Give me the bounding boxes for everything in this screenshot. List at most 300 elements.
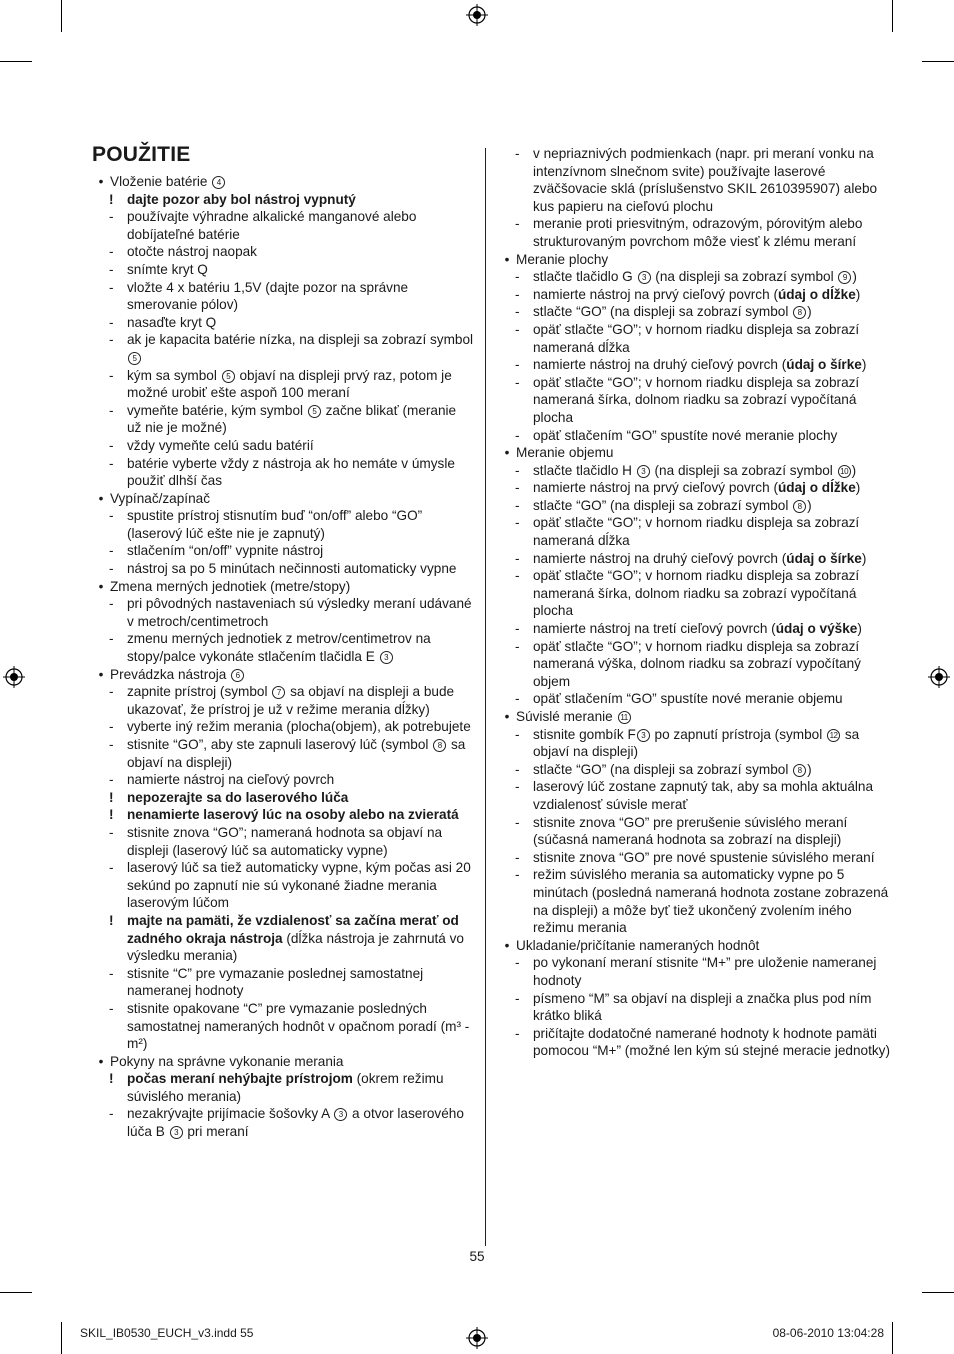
page-title: POUŽITIE (92, 143, 191, 166)
warning-item (92, 806, 474, 824)
list-item (92, 560, 474, 578)
list-item (498, 567, 890, 620)
list-item (92, 367, 474, 402)
list-item (498, 550, 890, 568)
text-run: Prevádzka nástroja (110, 666, 231, 682)
text-run: zapnite prístroj (symbol (127, 684, 272, 700)
list-item (92, 1000, 474, 1053)
reference-number-badge: 11 (618, 711, 631, 724)
bullet-marker: • (98, 174, 104, 189)
reference-number-badge: 3 (637, 729, 650, 742)
dash-marker: - (515, 814, 520, 830)
reference-number-badge: 8 (793, 764, 806, 777)
section-heading-item (92, 1053, 474, 1071)
right-column (498, 145, 890, 1060)
list-item (498, 497, 890, 515)
bullet-marker: • (98, 1053, 104, 1069)
bold-text: počas meraní nehýbajte prístrojom (127, 1071, 353, 1087)
item-text (127, 771, 474, 789)
warning-marker: ! (109, 191, 114, 207)
text-run: (okrem režimu súvislého merania) (127, 1071, 444, 1104)
list-item (498, 286, 890, 304)
list-item (92, 595, 474, 630)
list-item (498, 356, 890, 374)
dash-marker: - (109, 596, 114, 612)
crop-mark (0, 1292, 32, 1293)
text-run: ) (857, 621, 862, 637)
crop-mark (922, 61, 954, 62)
dash-marker: - (515, 216, 520, 232)
text-run: stisnite opakovane “C” pre vymazanie posledných samostatnej nameraných hodnôt v opačnom poradí (m³ - m²) (127, 1000, 470, 1052)
dash-marker: - (515, 480, 520, 496)
dash-marker: - (515, 761, 520, 777)
dash-marker: - (109, 631, 114, 647)
item-text (533, 303, 890, 321)
dash-marker: - (109, 824, 114, 840)
text-run: používajte výhradne alkalické manganové alebo dobíjateľné batérie (127, 209, 417, 242)
list-item (92, 279, 474, 314)
list-item (498, 866, 890, 936)
bullet-marker: • (504, 937, 510, 953)
dash-marker: - (109, 367, 114, 383)
item-text (533, 215, 890, 250)
text-run: vždy vymeňte celú sadu batérií (127, 437, 314, 453)
warning-item (92, 1070, 474, 1105)
crop-mark (922, 1292, 954, 1293)
text-run: pri meraní (183, 1124, 249, 1140)
bold-text: nepozerajte sa do laserového lúča (127, 789, 349, 805)
list-item (498, 215, 890, 250)
bold-text: majte na pamäti, že vzdialenosť sa začína merať od zadného okraja nástroja (127, 912, 459, 946)
list-item (498, 620, 890, 638)
dash-marker: - (515, 867, 520, 883)
item-text (516, 444, 890, 462)
text-run: a otvor laserového lúča B (127, 1106, 464, 1140)
reference-number-badge: 5 (128, 352, 141, 365)
item-text (533, 849, 890, 867)
text-run: ) (861, 357, 867, 373)
bold-text: nenamierte laserový lúc na osoby alebo na zvieratá (127, 807, 459, 823)
bullet-marker: • (504, 709, 510, 724)
text-run: nástroj sa po 5 minútach nečinnosti automaticky vypne (127, 561, 457, 577)
text-run: ak je kapacita batérie nízka, na displeji sa zobrazí symbol (127, 332, 474, 348)
text-run: sa objaví na displeji a bude ukazovať, že prístroj je už v režime merania dĺžky) (127, 684, 455, 717)
registration-mark-icon (3, 666, 25, 688)
crop-mark (61, 0, 62, 32)
item-text (533, 620, 890, 638)
dash-marker: - (515, 990, 520, 1006)
item-text (533, 145, 890, 215)
reference-number-badge: 3 (334, 1108, 347, 1121)
text-run: opäť stlačením “GO” spustíte nové meranie objemu (533, 691, 843, 707)
item-text (127, 630, 474, 665)
dash-marker: - (109, 209, 114, 225)
text-run: vložte 4 x batériu 1,5V (dajte pozor na správne smerovanie pólov) (127, 279, 409, 313)
dash-marker: - (109, 332, 114, 348)
text-run: (dĺžka nástroja je zahrnutá vo výsledku merania) (127, 930, 464, 964)
crop-mark (0, 61, 32, 62)
text-run: namierte nástroj na prvý cieľový povrch ( (533, 286, 778, 302)
dash-marker: - (515, 462, 520, 478)
text-run: ) (807, 497, 812, 513)
item-text (127, 683, 474, 718)
bold-text: údaj o šírke (786, 550, 862, 566)
dash-marker: - (109, 244, 114, 260)
crop-mark (61, 1322, 62, 1354)
item-text (516, 937, 890, 955)
warning-marker: ! (109, 912, 114, 928)
dash-marker: - (515, 779, 520, 795)
list-item (92, 771, 474, 789)
text-run: stisnite gombík F (533, 726, 636, 742)
section-heading-item (92, 490, 474, 508)
section-heading-item (498, 444, 890, 462)
reference-number-badge: 3 (170, 1126, 183, 1139)
dash-marker: - (515, 691, 520, 707)
text-run: Pokyny na správne vykonanie merania (110, 1053, 344, 1069)
text-run: namierte nástroj na prvý cieľový povrch ( (533, 480, 778, 496)
bold-text: dajte pozor aby bol nástroj vypnutý (127, 191, 356, 207)
list-item (498, 462, 890, 480)
item-text (127, 314, 474, 332)
list-item (498, 690, 890, 708)
list-item (92, 331, 474, 366)
item-text (127, 279, 474, 314)
item-text (533, 726, 890, 761)
text-run: laserový lúč sa tiež automaticky vypne, kým počas asi 20 sekúnd po zapnutí nie sú vykonané žiadne merania laserovým lúčom (127, 860, 471, 911)
bold-text: údaj o dĺžke (777, 480, 856, 496)
dash-marker: - (109, 561, 114, 577)
text-run: opäť stlačte “GO”; v hornom riadku displeja sa zobrazí nameraná šírka, dolnom riadku sa zobrazí vypočítaná plocha (533, 568, 860, 619)
text-run: Zmena merných jednotiek (metre/stopy) (110, 578, 351, 594)
text-run: Vypínač/zapínač (110, 490, 211, 506)
dash-marker: - (109, 719, 114, 735)
text-run: opäť stlačte “GO”; v hornom riadku displeja sa zobrazí nameraná dĺžka (533, 515, 860, 549)
text-run: (na displeji sa zobrazí symbol (650, 462, 837, 478)
dash-marker: - (515, 497, 520, 513)
reference-number-badge: 12 (827, 729, 840, 742)
dash-marker: - (515, 1025, 520, 1041)
text-run: pričítajte dodatočné namerané hodnoty k hodnote pamäti pomocou “M+” (možné len kým sú stejné meracie jednotky) (533, 1025, 890, 1059)
dash-marker: - (109, 737, 114, 752)
item-text (533, 1025, 890, 1060)
list-item (92, 965, 474, 1000)
item-text (533, 567, 890, 620)
dash-marker: - (515, 726, 520, 742)
footer-file-info: SKIL_IB0530_EUCH_v3.indd 55 (80, 1326, 254, 1340)
item-text (127, 560, 474, 578)
item-text (127, 243, 474, 261)
dash-marker: - (109, 543, 114, 559)
item-text (127, 1105, 474, 1140)
text-run: sa objaví na displeji) (127, 737, 466, 770)
item-text (127, 1000, 474, 1053)
item-text (127, 367, 474, 402)
dash-marker: - (515, 550, 520, 566)
reference-number-badge: 5 (222, 370, 235, 383)
text-run: namierte nástroj na druhý cieľový povrch ( (533, 357, 787, 373)
text-run: ) (851, 462, 857, 478)
registration-mark-icon (466, 1327, 488, 1349)
section-heading-item (498, 251, 890, 269)
dash-marker: - (515, 304, 520, 320)
text-run: zmenu merných jednotiek z metrov/centimetrov na stopy/palce vykonáte stlačením tlačidla E (127, 631, 431, 665)
item-text (127, 402, 474, 437)
item-text (127, 859, 474, 912)
left-column (92, 173, 474, 1141)
item-text (127, 507, 474, 542)
text-run: ) (855, 286, 861, 302)
text-run: spustite prístroj stisnutím buď “on/off” alebo “GO” (laserový lúč ešte nie je zapnutý) (127, 508, 423, 541)
dash-marker: - (515, 638, 520, 654)
item-text (516, 708, 890, 726)
dash-marker: - (109, 508, 114, 524)
item-text (127, 542, 474, 560)
text-run: Súvislé meranie (516, 709, 617, 724)
text-run: po zapnutí prístroja (symbol (650, 726, 827, 742)
list-item (498, 303, 890, 321)
reference-number-badge: 8 (433, 739, 446, 752)
dash-marker: - (515, 621, 520, 637)
reference-number-badge: 10 (838, 465, 851, 478)
bullet-marker: • (98, 666, 104, 682)
list-item (498, 990, 890, 1025)
text-run: stisnite znova “GO” pre prerušenie súvislého meraní (súčasná nameraná hodnota sa zobrazí na displeji) (533, 814, 848, 848)
list-item (498, 479, 890, 497)
text-run: opäť stlačte “GO”; v hornom riadku displeja sa zobrazí nameraná šírka, dolnom riadku sa zobrazí vypočítaná plocha (533, 374, 860, 425)
reference-number-badge: 5 (308, 405, 321, 418)
item-text (533, 462, 890, 480)
list-item (498, 374, 890, 427)
list-item (92, 683, 474, 718)
item-text (533, 479, 890, 497)
item-text (533, 690, 890, 708)
list-item (92, 261, 474, 279)
list-item (498, 145, 890, 215)
column-divider (485, 148, 486, 1246)
text-run: stisnite znova “GO”; nameraná hodnota sa objaví na displeji (laserový lúč sa automaticky vypne) (127, 824, 443, 858)
text-run: vyberte iný režim merania (plocha(objem), ak potrebujete (127, 719, 471, 735)
item-text (533, 814, 890, 849)
warning-item (92, 789, 474, 807)
reference-number-badge: 3 (637, 465, 650, 478)
page-number: 55 (469, 1249, 485, 1264)
warning-item (92, 191, 474, 209)
dash-marker: - (109, 860, 114, 876)
crop-mark (892, 0, 893, 32)
item-text (533, 268, 890, 286)
text-run: ) (861, 550, 867, 566)
item-text (533, 497, 890, 515)
item-text (533, 954, 890, 989)
section-heading-item (498, 708, 890, 726)
item-text (110, 578, 474, 596)
item-text (533, 550, 890, 568)
warning-marker: ! (109, 789, 114, 805)
text-run: v nepriaznivých podmienkach (napr. pri meraní vonku na intenzívnom slnečnom svite) používajte laserové zväčšovacie sklá (príslušenstvo SKIL 2610395907) alebo kus papieru na cieľovú plochu (533, 146, 878, 214)
dash-marker: - (109, 279, 114, 295)
text-run: stisnite “GO”, aby ste zapnuli laserový lúč (symbol (127, 737, 433, 752)
text-run: Meranie plochy (516, 251, 609, 267)
text-run: snímte kryt Q (127, 261, 208, 277)
text-run: namierte nástroj na tretí cieľový povrch ( (533, 621, 776, 637)
text-run: Vloženie batérie (110, 174, 212, 189)
list-item (498, 321, 890, 356)
item-text (127, 191, 474, 209)
text-run: ) (807, 304, 812, 320)
warning-item (92, 912, 474, 965)
dash-marker: - (515, 357, 520, 373)
list-item (498, 954, 890, 989)
reference-number-badge: 8 (793, 306, 806, 319)
item-text (110, 1053, 474, 1071)
text-run: objaví na displeji prvý raz, potom je možné urobiť ešte aspoň 100 meraní (127, 367, 452, 401)
dash-marker: - (515, 321, 520, 337)
item-text (533, 778, 890, 813)
item-text (127, 736, 474, 771)
text-run: nezakrývajte prijímacie šošovky A (127, 1106, 334, 1122)
dash-marker: - (515, 146, 520, 161)
text-run: pri pôvodných nastaveniach sú výsledky meraní udávané v metroch/centimetroch (127, 596, 472, 629)
item-text (533, 514, 890, 549)
footer-timestamp: 08-06-2010 13:04:28 (772, 1326, 884, 1340)
list-item (92, 630, 474, 665)
reference-number-badge: 7 (272, 686, 285, 699)
item-text (127, 261, 474, 279)
list-item (498, 268, 890, 286)
list-item (92, 1105, 474, 1140)
registration-mark-icon (928, 666, 950, 688)
dash-marker: - (109, 1106, 114, 1122)
warning-marker: ! (109, 807, 114, 823)
reference-number-badge: 3 (638, 271, 651, 284)
crop-mark (892, 1322, 893, 1354)
dash-marker: - (109, 437, 114, 453)
item-text (110, 173, 474, 191)
text-run: Meranie objemu (516, 445, 614, 461)
item-text (127, 1070, 474, 1105)
list-item (498, 726, 890, 761)
text-run: meranie proti priesvitným, odrazovým, pórovitým alebo strukturovaným povrchom môže viesť k zlému meraní (533, 216, 863, 249)
item-text (127, 455, 474, 490)
reference-number-badge: 8 (793, 500, 806, 513)
bullet-marker: • (504, 251, 510, 267)
text-run: po vykonaní meraní stisnite “M+” pre uloženie nameranej hodnoty (533, 955, 877, 988)
registration-mark-icon (466, 4, 488, 26)
dash-marker: - (515, 427, 520, 443)
text-run: (na displeji sa zobrazí symbol (651, 269, 838, 285)
item-text (127, 912, 474, 965)
list-item (498, 514, 890, 549)
dash-marker: - (515, 955, 520, 971)
list-item (92, 859, 474, 912)
list-item (498, 778, 890, 813)
reference-number-badge: 3 (380, 651, 393, 664)
text-run: stlačte “GO” (na displeji sa zobrazí symbol (533, 304, 793, 320)
section-heading-item (92, 173, 474, 191)
list-item (92, 824, 474, 859)
dash-marker: - (515, 286, 520, 302)
item-text (127, 824, 474, 859)
text-run: stlačením “on/off” vypnite nástroj (127, 543, 324, 559)
item-text (127, 331, 474, 366)
text-run: stisnite “C” pre vymazanie poslednej samostatnej nameranej hodnoty (127, 965, 424, 999)
item-text (127, 965, 474, 1000)
text-run: namierte nástroj na druhý cieľový povrch ( (533, 550, 787, 566)
text-run: ) (852, 269, 857, 285)
bullet-marker: • (504, 445, 510, 461)
text-run: opäť stlačte “GO”; v hornom riadku displeja sa zobrazí nameraná dĺžka (533, 321, 860, 355)
section-heading-item (92, 666, 474, 684)
dash-marker: - (515, 849, 520, 865)
text-run: laserový lúč zostane zapnutý tak, aby sa mohla aktuálna vzdialenosť súvisle merať (533, 779, 874, 812)
text-run: namierte nástroj na cieľový povrch (127, 772, 335, 788)
list-item (92, 507, 474, 542)
list-item (92, 455, 474, 490)
item-text (127, 718, 474, 736)
dash-marker: - (109, 965, 114, 981)
text-run: ) (855, 480, 861, 496)
item-text (127, 595, 474, 630)
dash-marker: - (109, 314, 114, 330)
item-text (533, 990, 890, 1025)
list-item (498, 814, 890, 849)
reference-number-badge: 9 (838, 271, 851, 284)
item-text (127, 789, 474, 807)
text-run: režim súvislého merania sa automaticky vypne po 5 minútach (posledná nameraná hodnota zostane zobrazená na displeji) a môže byť tiež ukončený zvolením iného režimu merania (533, 867, 889, 936)
list-item (92, 718, 474, 736)
list-item (92, 402, 474, 437)
list-item (92, 314, 474, 332)
bold-text: údaj o výške (775, 621, 858, 637)
dash-marker: - (515, 568, 520, 584)
list-item (92, 736, 474, 771)
warning-marker: ! (109, 1071, 114, 1087)
reference-number-badge: 6 (231, 669, 244, 682)
text-run: začne blikať (meranie už nie je možné) (127, 402, 457, 436)
text-run: Ukladanie/pričítanie nameraných hodnôt (516, 937, 760, 953)
text-run: opäť stlačením “GO” spustíte nové meranie plochy (533, 427, 838, 443)
item-text (533, 427, 890, 445)
list-item (92, 542, 474, 560)
item-text (127, 806, 474, 824)
item-text (110, 666, 474, 684)
dash-marker: - (515, 515, 520, 531)
dash-marker: - (109, 402, 114, 418)
dash-marker: - (109, 684, 114, 700)
item-text (533, 286, 890, 304)
text-run: nasaďte kryt Q (127, 314, 217, 330)
item-text (533, 638, 890, 691)
item-text (533, 374, 890, 427)
text-run: kým sa symbol (127, 367, 221, 383)
item-text (110, 490, 474, 508)
item-text (533, 321, 890, 356)
text-run: batérie vyberte vždy z nástroja ak ho nemáte v úmysle použiť dlhší čas (127, 455, 455, 489)
bullet-marker: • (98, 578, 104, 594)
list-item (498, 761, 890, 779)
text-run: sa objaví na displeji) (533, 726, 860, 760)
item-text (533, 761, 890, 779)
item-text (533, 356, 890, 374)
dash-marker: - (109, 1000, 114, 1016)
text-run: písmeno “M” sa objaví na displeji a značka plus pod ním krátko bliká (533, 990, 872, 1024)
list-item (498, 638, 890, 691)
text-run: stlačte tlačidlo H (533, 462, 636, 478)
bullet-marker: • (98, 490, 104, 506)
bold-text: údaj o šírke (786, 357, 862, 373)
list-item (498, 849, 890, 867)
